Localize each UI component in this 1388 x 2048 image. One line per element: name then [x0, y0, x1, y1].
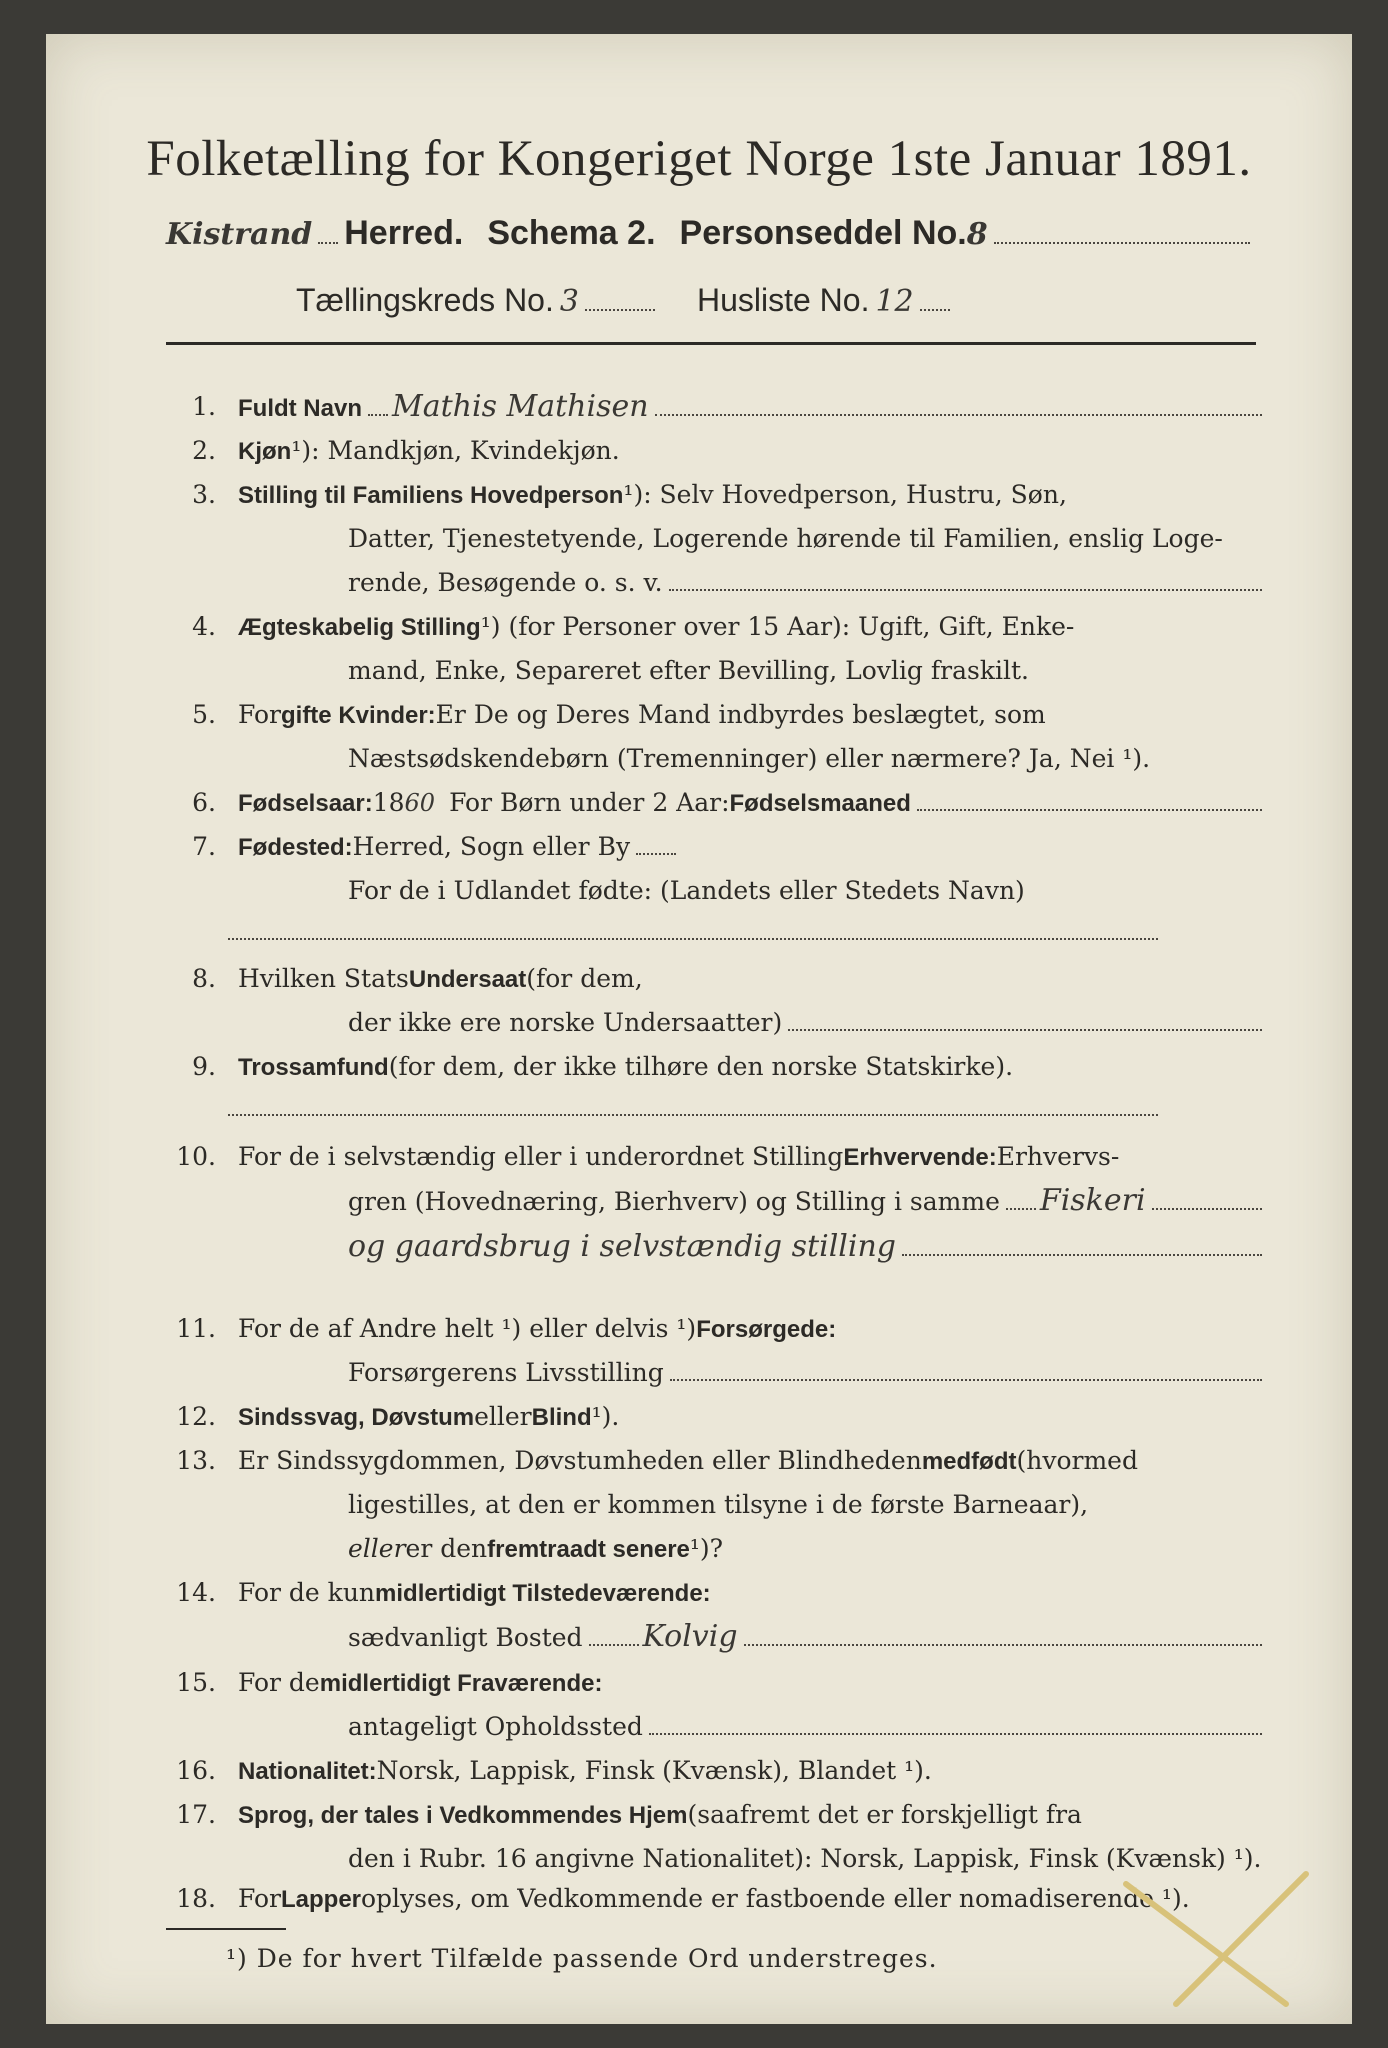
footnote-rule	[166, 1928, 286, 1930]
husliste-label: Husliste No.	[696, 282, 870, 318]
kreds-line	[296, 282, 950, 319]
occupation-value-2: og gaardsbrug i selvstændig stilling	[348, 1229, 897, 1264]
census-form: Folketælling for Kongeriget Norge 1ste Januar 1891. Kistrand Herred. Schema 2. Personseddel No. 8 Tællingskreds No. 3 Husliste No. 12 1. Fuldt Navn Mathis Mathisen 2. Kjøn ¹ ): Mandkjøn, Kvindekjøn. 3. Stilling til Familiens Hovedperson ¹ ): Selv Hovedperson, Hustru, Søn, Datter, Tjenestetyende, Logerende hørende til Familien, enslig Loge- rende, Besøgende o. s. v. 4. Ægteskabelig Stilling ¹ ) (for Personer over 15 Aar): Ugift, Gift, Enke- mand, Enke, Separeret efter Bevilling, Lovlig fraskilt. 5. For gifte Kvinder: Er De og Deres Mand indbyrdes beslægtet, som Næstsødskendebørn (Tremenninger) eller nærmere? Ja, Nei ¹). 6. Fødselsaar: 18 60 For Børn under 2 Aar: Fødselsmaaned 7. Fødested: Herred, Sogn eller By For de i Udlandet fødte: (Landets eller Stedets Navn) 8. Hvilken Stats Undersaat (for dem, der ikke ere norske Undersaatter) 9. Trossamfund (for dem, der ikke tilhøre den norske Statskirke). 10. For de i selvstændig eller i underordnet Stilling Erhvervende: Erhvervs- gren (Hovednæring, Bierhverv) og Stilling i samme Fiskeri og gaardsbrug i selvstændig stilling 11. For de af Andre helt ¹) eller delvis ¹) Forsørgede: Forsørgerens Livsstilling 12. Sindssvag, Døvstum eller Blind ¹). 13. Er Sindssygdommen, Døvstumheden eller Blindheden medfødt (hvormed ligestilles, at den er kommen tilsyne i de første Barneaar), eller er den fremtraadt senere ¹)? 14. For de kun midlertidigt Tilstedeværende: sædvanligt Bosted Kolvig 15. For de midlertidigt Fraværende: antageligt Opholdssted 16. Nationalitet: Norsk, Lappisk, Finsk (Kvænsk), Blandet ¹). 17. Sprog, der tales i Vedkommendes Hjem (saafremt det er forskjelligt fra den i Rubr. 16 angivne Nationalitet): Norsk, Lappisk, Finsk (Kvænsk) ¹). 18. For Lapper oplyses, om Vedkommende er fastboende eller nomadiserende ¹). ¹) De for hvert Tilfælde passende Ord understreges.	[46, 34, 1352, 2024]
schema-label: Schema 2.	[487, 214, 656, 252]
taellingskreds-label: Tællingskreds No.	[296, 282, 554, 318]
field-label: Fuldt Navn	[238, 395, 362, 422]
birth-year-value: 60	[404, 789, 436, 817]
personseddel-number: 8	[966, 217, 988, 252]
name-value: Mathis Mathisen	[392, 389, 649, 424]
form-title: Folketælling for Kongeriget Norge 1ste Januar 1891.	[146, 131, 1252, 187]
taellingskreds-number: 3	[559, 284, 579, 319]
footnote: ¹) De for hvert Tilfælde passende Ord understreges.	[226, 1944, 938, 1973]
residence-value: Kolvig	[642, 1619, 738, 1654]
personseddel-label: Personseddel No.	[679, 214, 967, 252]
herred-handwritten: Kistrand	[166, 217, 313, 252]
occupation-value-1: Fiskeri	[1039, 1183, 1146, 1218]
husliste-number: 12	[875, 284, 914, 319]
header-rule	[166, 342, 1256, 345]
herred-label: Herred.	[344, 214, 464, 252]
pencil-cross-mark	[1106, 1864, 1326, 2014]
herred-line	[166, 214, 1256, 253]
